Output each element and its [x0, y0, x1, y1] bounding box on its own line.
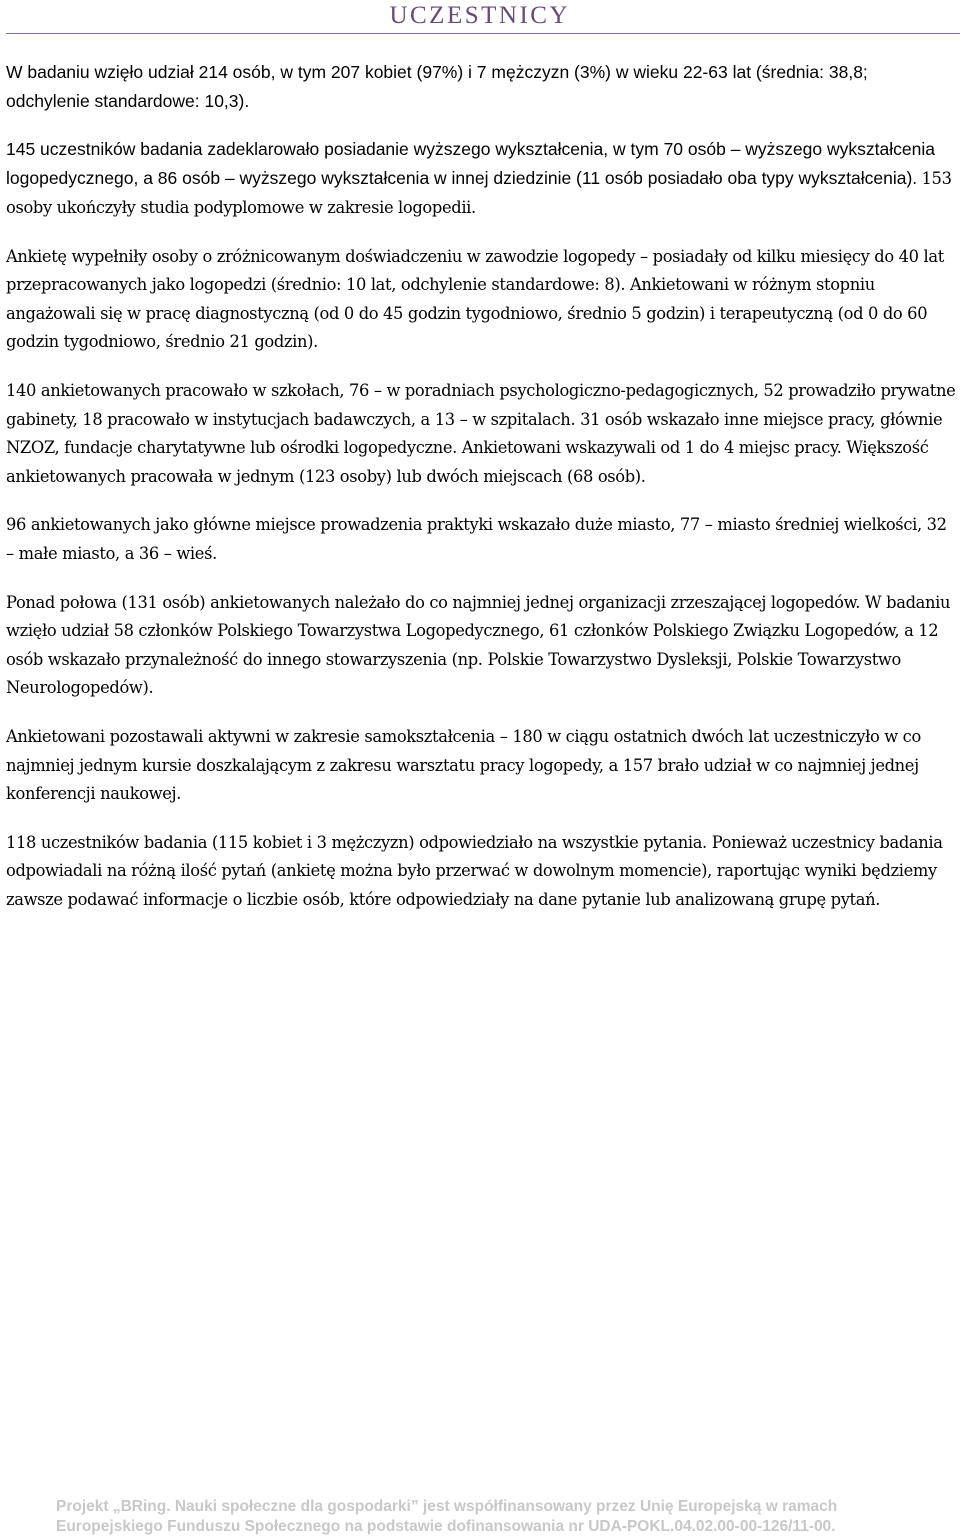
footer-line-2: Europejskiego Funduszu Społecznego na podstawie dofinansowania nr UDA-POKL.04.02.00-00-126/11-00.	[56, 1518, 836, 1535]
education-text: 145 uczestników badania zadeklarowało posiadanie wyższego wykształcenia, w tym 70 osób – wyższego wykształcenia logopedycznego, a 86 osób – wyższego wykształcenia w innej dziedzinie (11 osób posiadało oba typy wykształcenia).	[6, 139, 935, 188]
title-divider	[6, 33, 960, 34]
paragraph-selfeducation	[6, 723, 956, 809]
postgraduate-text: 153 osoby ukończyły studia podyplomowe w zakresie logopedii.	[6, 168, 952, 218]
page-footer	[56, 1497, 936, 1537]
responses-text: 118 uczestników badania (115 kobiet i 3 mężczyzn) odpowiedziało na wszystkie pytania. Ponieważ uczestnicy badania odpowiadali na różną ilość pytań (ankietę można było przerwać w dowolnym momencie), raportując wyniki będziemy zawsze podawać informacje o liczbie osób, które odpowiedziały na dane pytanie lub analizowaną grupę pytań.	[6, 832, 943, 909]
paragraph-experience	[6, 243, 956, 357]
paragraph-responses	[6, 829, 956, 915]
document-body	[6, 58, 956, 935]
paragraph-workplaces	[6, 377, 956, 491]
selfeducation-text: Ankietowani pozostawali aktywni w zakresie samokształcenia – 180 w ciągu ostatnich dwóch lat uczestniczyło w co najmniej jednym kursie doszkalającym z zakresu warsztatu pracy logopedy, a 157 brało udział w co najmniej jednej konferencji naukowej.	[6, 727, 921, 804]
experience-text: Ankietę wypełniły osoby o zróżnicowanym doświadczeniu w zawodzie logopedy – posiadały od kilku miesięcy do 40 lat przepracowanych jako logopedzi (średnio: 10 lat, odchylenie standardowe: 8). Ankietowani w różnym stopniu angażowali się w pracę diagnostyczną (od 0 do 45 godzin tygodniowo, średnio 5 godzin) i terapeutyczną (od 0 do 60 godzin tygodniowo, średnio 21 godzin).	[6, 246, 944, 352]
paragraph-participants	[6, 58, 956, 115]
location-text: 96 ankietowanych jako główne miejsce prowadzenia praktyki wskazało duże miasto, 77 – miasto średniej wielkości, 32 – małe miasto, a 36 – wieś.	[6, 515, 947, 564]
participants-text: W badaniu wzięło udział 214 osób, w tym 207 kobiet (97%) i 7 mężczyzn (3%) w wieku 22-63 lat (średnia: 38,8; odchylenie standardowe: 10,3).	[6, 62, 868, 111]
page-title: UCZESTNICY	[389, 2, 570, 29]
footer-line-1: Projekt „BRing. Nauki społeczne dla gospodarki” jest współfinansowany przez Unię Europejską w ramach	[56, 1498, 838, 1515]
workplaces-text: 140 ankietowanych pracowało w szkołach, 76 – w poradniach psychologiczno-pedagogicznych, 52 prowadziło prywatne gabinety, 18 pracowało w instytucjach badawczych, a 13 – w szpitalach. 31 osób wskazało inne miejsce pracy, głównie NZOZ, fundacje charytatywne lub ośrodki logopedyczne. Ankietowani wskazywali od 1 do 4 miejsc pracy. Większość ankietowanych pracowała w jednym (123 osoby) lub dwóch miejscach (68 osób).	[6, 381, 956, 486]
paragraph-organizations	[6, 589, 956, 703]
paragraph-education	[6, 135, 956, 223]
organizations-text: Ponad połowa (131 osób) ankietowanych należało do co najmniej jednej organizacji zrzeszającej logopedów. W badaniu wzięło udział 58 członków Polskiego Towarzystwa Logopedycznego, 61 członków Polskiego Związku Logopedów, a 12 osób wskazało przynależność do innego stowarzyszenia (np. Polskie Towarzystwo Dysleksji, Polskie Towarzystwo Neurologopedów).	[6, 592, 951, 698]
paragraph-location	[6, 511, 956, 568]
